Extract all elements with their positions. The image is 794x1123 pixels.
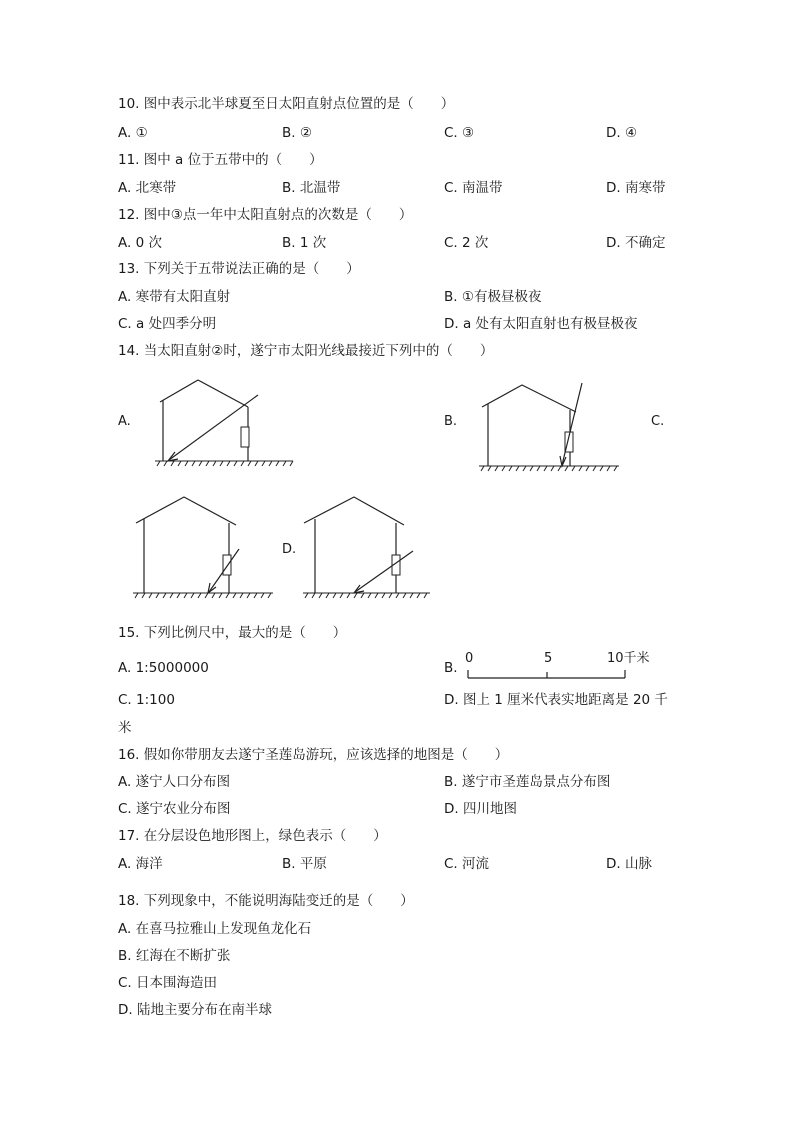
q12-option-a[interactable]: A. 0 次 (118, 235, 162, 251)
sun-ray-arrow (560, 383, 582, 466)
q12-option-b[interactable]: B. 1 次 (282, 235, 327, 251)
q15-option-a[interactable]: A. 1:5000000 (118, 660, 209, 676)
house-outline (136, 497, 236, 593)
house-figure-b (476, 380, 624, 472)
q14-option-b-label[interactable]: B. (444, 414, 458, 429)
q10-stem: 10. 图中表示北半球夏至日太阳直射点位置的是（ ） (118, 96, 455, 112)
q17-option-d[interactable]: D. 山脉 (606, 856, 652, 872)
q16-option-c[interactable]: C. 遂宁农业分布图 (118, 801, 231, 817)
q15-option-c[interactable]: C. 1:100 (118, 692, 175, 708)
window-post (223, 555, 231, 575)
q17-option-c[interactable]: C. 河流 (444, 856, 490, 872)
q15-option-b[interactable]: B. (444, 660, 458, 676)
house-outline (160, 380, 248, 461)
scale-bar-tick-10: 10千米 (607, 651, 650, 666)
q16-option-b[interactable]: B. 遂宁市圣莲岛景点分布图 (444, 774, 611, 790)
q10-option-b[interactable]: B. ② (282, 125, 312, 141)
ground-line (303, 593, 430, 598)
q11-stem: 11. 图中 a 位于五带中的（ ） (118, 152, 323, 168)
q17-option-b[interactable]: B. 平原 (282, 856, 327, 872)
q16-option-a[interactable]: A. 遂宁人口分布图 (118, 774, 231, 790)
q10-option-d[interactable]: D. ④ (606, 125, 638, 141)
q11-option-b[interactable]: B. 北温带 (282, 180, 341, 196)
q14-option-d-label[interactable]: D. (282, 542, 297, 557)
q16-option-d[interactable]: D. 四川地图 (444, 801, 517, 817)
q14-option-a-label[interactable]: A. (118, 414, 131, 429)
q18-option-a[interactable]: A. 在喜马拉雅山上发现鱼龙化石 (118, 921, 312, 937)
sun-ray-arrow (354, 551, 413, 593)
q12-option-d[interactable]: D. 不确定 (606, 235, 666, 251)
house-figure-c (130, 493, 278, 603)
q15-option-d-wrap: 米 (118, 720, 132, 736)
q13-stem: 13. 下列关于五带说法正确的是（ ） (118, 261, 360, 277)
q12-option-c[interactable]: C. 2 次 (444, 235, 489, 251)
q18-option-c[interactable]: C. 日本围海造田 (118, 975, 218, 991)
q15-stem: 15. 下列比例尺中，最大的是（ ） (118, 625, 347, 641)
q17-stem: 17. 在分层设色地形图上，绿色表示（ ） (118, 828, 387, 844)
q11-option-d[interactable]: D. 南寒带 (606, 180, 666, 196)
q10-option-c[interactable]: C. ③ (444, 125, 475, 141)
ground-line (155, 461, 293, 466)
q14-option-c-label[interactable]: C. (651, 414, 665, 429)
scale-bar-tick-0: 0 (465, 651, 474, 666)
house-figure-d (300, 493, 440, 603)
q18-option-d[interactable]: D. 陆地主要分布在南半球 (118, 1002, 272, 1018)
q13-option-d[interactable]: D. a 处有太阳直射也有极昼极夜 (444, 316, 638, 332)
q16-stem: 16. 假如你带朋友去遂宁圣莲岛游玩，应该选择的地图是（ ） (118, 747, 509, 763)
house-outline (482, 385, 576, 466)
q12-stem: 12. 图中③点一年中太阳直射点的次数是（ ） (118, 207, 413, 223)
q14-stem: 14. 当太阳直射②时，遂宁市太阳光线最接近下列中的（ ） (118, 343, 494, 359)
q13-option-c[interactable]: C. a 处四季分明 (118, 316, 217, 332)
ground-line (133, 593, 273, 598)
q10-option-a[interactable]: A. ① (118, 125, 148, 141)
q13-option-a[interactable]: A. 寒带有太阳直射 (118, 289, 231, 305)
q15-option-d[interactable]: D. 图上 1 厘米代表实地距离是 20 千 (444, 692, 668, 708)
scale-bar-tick-5: 5 (544, 651, 553, 666)
q18-stem: 18. 下列现象中，不能说明海陆变迁的是（ ） (118, 893, 414, 909)
q11-option-c[interactable]: C. 南温带 (444, 180, 503, 196)
q11-option-a[interactable]: A. 北寒带 (118, 180, 177, 196)
q17-option-a[interactable]: A. 海洋 (118, 856, 163, 872)
house-outline (304, 497, 404, 593)
ground-line (479, 466, 619, 471)
house-figure-a (150, 375, 300, 470)
q13-option-b[interactable]: B. ①有极昼极夜 (444, 289, 542, 305)
scale-bar-line (465, 668, 635, 682)
q18-option-b[interactable]: B. 红海在不断扩张 (118, 948, 231, 964)
window-post (241, 427, 249, 447)
